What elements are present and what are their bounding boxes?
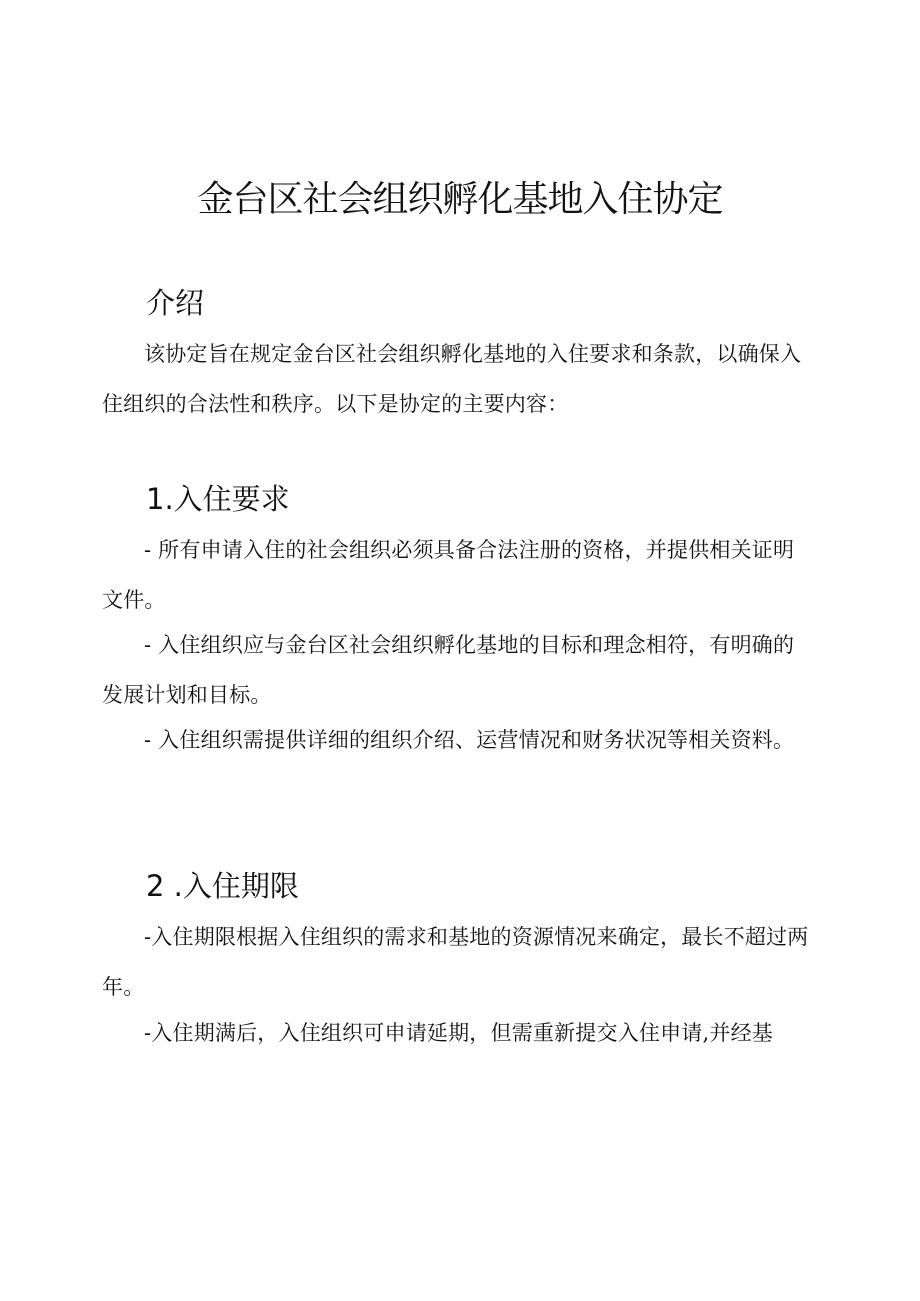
document-title: 金台区社会组织孵化基地入住协定 bbox=[197, 179, 723, 220]
section-heading-intro: 介绍 bbox=[146, 286, 205, 320]
paragraph-requirement-2: - 入住组织应与金台区社会组织孵化基地的目标和理念相符，有明确的发展计划和目标。 bbox=[102, 633, 795, 707]
paragraph-intro: 该协定旨在规定金台区社会组织孵化基地的入住要求和条款，以确保入住组织的合法性和秩序。以下是协定的主要内容： bbox=[102, 342, 802, 416]
section-heading-duration: 2 .入住期限 bbox=[146, 869, 299, 903]
paragraph-duration-1: -入住期限根据入住组织的需求和基地的资源情况来确定，最长不超过两年。 bbox=[102, 925, 809, 999]
section-heading-requirements: 1.入住要求 bbox=[146, 482, 290, 516]
paragraph-requirement-3: - 入住组织需提供详细的组织介绍、运营情况和财务状况等相关资料。 bbox=[144, 728, 795, 752]
paragraph-duration-2: -入住期满后，入住组织可申请延期，但需重新提交入住申请,并经基 bbox=[144, 1021, 773, 1045]
paragraph-requirement-1: - 所有申请入住的社会组织必须具备合法注册的资格，并提供相关证明文件。 bbox=[102, 538, 795, 612]
